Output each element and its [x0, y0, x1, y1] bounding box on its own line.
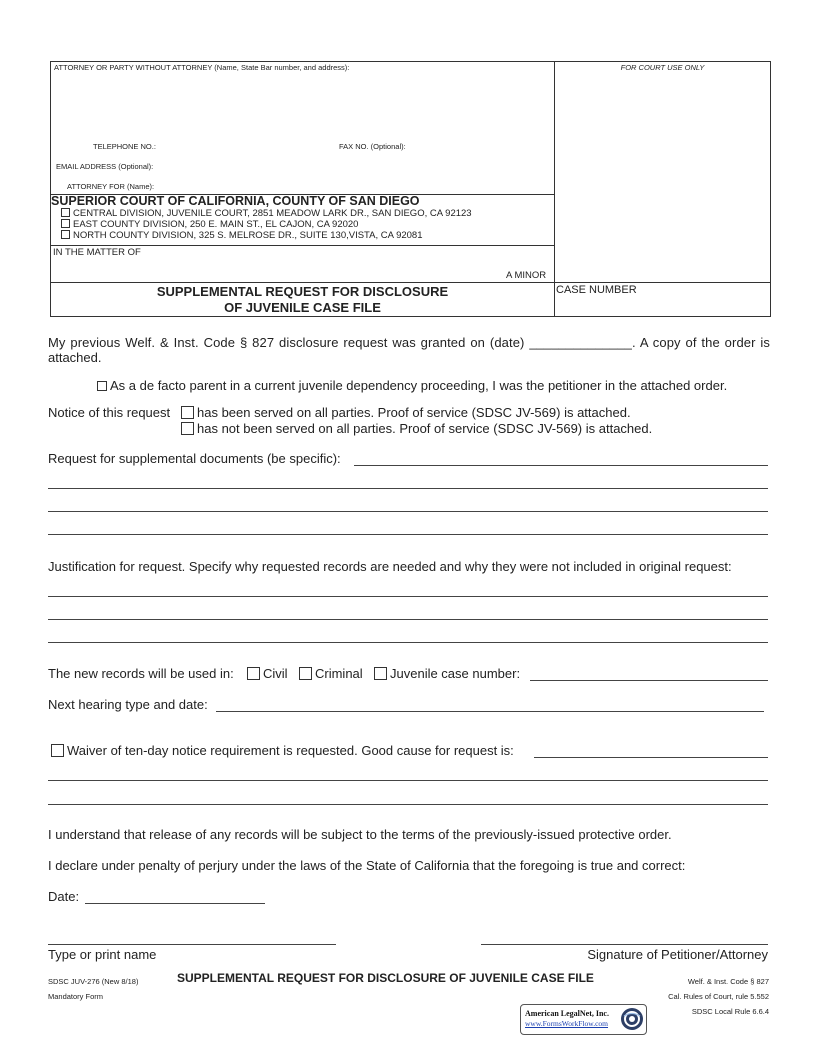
division-east-label: EAST COUNTY DIVISION, 250 E. MAIN ST., EL CAJON, CA 92020: [73, 219, 359, 230]
central-division-checkbox[interactable]: [61, 208, 70, 217]
juvenile-label: Juvenile case number:: [390, 666, 521, 681]
division-central[interactable]: [61, 208, 472, 219]
justification-line-3[interactable]: [48, 642, 768, 643]
notice-served-label: has been served on all parties. Proof of service (SDSC JV-569) is attached.: [197, 405, 631, 420]
justification-label: Justification for request. Specify why requested records are needed and why they were not included in original request:: [48, 559, 732, 574]
date-field[interactable]: [85, 903, 265, 904]
logo-company: American LegalNet, Inc.: [525, 1009, 609, 1018]
case-number-label: CASE NUMBER: [556, 284, 637, 296]
form-title-line1: SUPPLEMENTAL REQUEST FOR DISCLOSURE: [156, 284, 449, 299]
juvenile-case-number-field[interactable]: [530, 680, 768, 681]
notice-not-served-label: has not been served on all parties. Proof of service (SDSC JV-569) is attached.: [197, 421, 653, 436]
form-title-line2: OF JUVENILE CASE FILE: [224, 300, 381, 315]
used-in-criminal-option[interactable]: [299, 666, 363, 681]
division-north-label: NORTH COUNTY DIVISION, 325 S. MELROSE DR., SUITE 130,VISTA, CA 92081: [73, 230, 423, 241]
division-central-label: CENTRAL DIVISION, JUVENILE COURT, 2851 MEADOW LARK DR., SAN DIEGO, CA 92123: [73, 208, 472, 219]
signature-field[interactable]: [481, 944, 768, 945]
justification-line-2[interactable]: [48, 619, 768, 620]
legalnet-logo[interactable]: [520, 1004, 647, 1035]
civil-checkbox[interactable]: [247, 667, 260, 680]
signature-label: Signature of Petitioner/Attorney: [587, 947, 768, 962]
declare-text: I declare under penalty of perjury under the laws of the State of California that the foregoing is true and correct:: [48, 858, 686, 873]
footer-ref-3: SDSC Local Rule 6.6.4: [691, 1007, 769, 1016]
footer-ref-2: Cal. Rules of Court, rule 5.552: [668, 992, 769, 1001]
next-hearing-label: Next hearing type and date:: [48, 697, 208, 712]
criminal-checkbox[interactable]: [299, 667, 312, 680]
civil-label: Civil: [263, 666, 288, 681]
waiver-field[interactable]: [534, 757, 768, 758]
matter-label: IN THE MATTER OF: [53, 247, 141, 258]
notice-not-served-checkbox[interactable]: [181, 422, 194, 435]
print-name-field[interactable]: [48, 944, 336, 945]
globe-icon: [620, 1007, 644, 1031]
court-use-label: FOR COURT USE ONLY: [620, 63, 705, 72]
footer-title: SUPPLEMENTAL REQUEST FOR DISCLOSURE OF JUVENILE CASE FILE: [177, 971, 594, 985]
waiver-option[interactable]: [51, 743, 514, 758]
previous-request-text: My previous Welf. & Inst. Code § 827 disclosure request was granted on (date) ______________. A copy of the order is: [48, 335, 770, 350]
supplemental-line-3[interactable]: [48, 534, 768, 535]
waiver-label: Waiver of ten-day notice requirement is requested. Good cause for request is:: [67, 743, 514, 758]
waiver-line-1[interactable]: [48, 780, 768, 781]
next-hearing-field[interactable]: [216, 711, 764, 712]
criminal-label: Criminal: [315, 666, 363, 681]
minor-label: A MINOR: [506, 270, 547, 281]
divider-title: [50, 282, 771, 283]
defacto-parent-option[interactable]: [97, 378, 727, 393]
previous-request-text-2: attached.: [48, 350, 102, 365]
email-label: EMAIL ADDRESS (Optional):: [56, 162, 154, 171]
east-division-checkbox[interactable]: [61, 219, 70, 228]
type-name-label: Type or print name: [48, 947, 157, 962]
form-id: SDSC JUV-276 (New 8/18): [48, 977, 139, 986]
notice-served-option[interactable]: [181, 405, 631, 420]
division-east[interactable]: [61, 219, 358, 230]
waiver-line-2[interactable]: [48, 804, 768, 805]
supplemental-line-2[interactable]: [48, 511, 768, 512]
north-division-checkbox[interactable]: [61, 230, 70, 239]
date-label: Date:: [48, 889, 80, 904]
defacto-parent-label: As a de facto parent in a current juvenile dependency proceeding, I was the petitioner in the attached order.: [110, 378, 728, 393]
fax-label: FAX NO. (Optional):: [339, 142, 406, 151]
used-in-juvenile-option[interactable]: [374, 666, 520, 681]
notice-served-checkbox[interactable]: [181, 406, 194, 419]
supplemental-line-1[interactable]: [48, 488, 768, 489]
court-use-box: [554, 61, 771, 317]
justification-line-1[interactable]: [48, 596, 768, 597]
division-north[interactable]: [61, 230, 423, 241]
divider-matter: [50, 245, 555, 246]
juvenile-checkbox[interactable]: [374, 667, 387, 680]
court-name: SUPERIOR COURT OF CALIFORNIA, COUNTY OF SAN DIEGO: [51, 194, 420, 208]
used-in-civil-option[interactable]: [247, 666, 288, 681]
used-in-label: The new records will be used in:: [48, 666, 234, 681]
logo-url[interactable]: www.FormsWorkFlow.com: [525, 1019, 609, 1028]
mandatory-form: Mandatory Form: [48, 992, 104, 1001]
waiver-checkbox[interactable]: [51, 744, 64, 757]
telephone-label: TELEPHONE NO.:: [93, 142, 156, 151]
notice-not-served-option[interactable]: [181, 421, 652, 436]
supplemental-field[interactable]: [354, 465, 768, 466]
supplemental-label: Request for supplemental documents (be specific):: [48, 451, 341, 466]
attorney-label: ATTORNEY OR PARTY WITHOUT ATTORNEY (Name, State Bar number, and address):: [54, 63, 350, 72]
footer-ref-1: Welf. & Inst. Code § 827: [687, 977, 769, 986]
understand-text: I understand that release of any records will be subject to the terms of the previously-issued protective order.: [48, 827, 672, 842]
attorney-for-label: ATTORNEY FOR (Name):: [67, 182, 155, 191]
defacto-parent-checkbox[interactable]: [97, 381, 107, 391]
notice-label: Notice of this request: [48, 405, 171, 420]
